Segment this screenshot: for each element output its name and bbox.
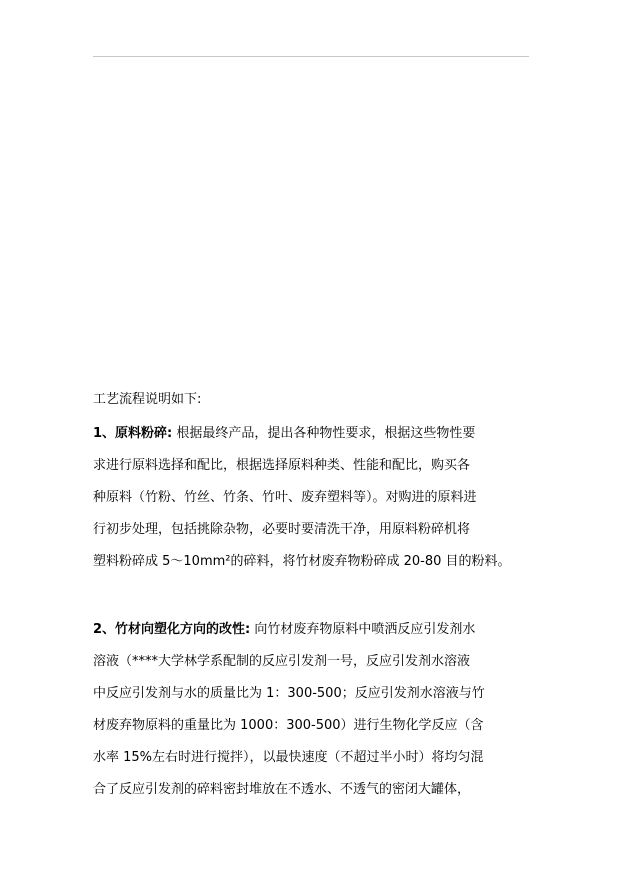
paragraph-line: 塑料粉碎成 5～10mm²的碎料，将竹材废弃物粉碎成 20-80 目的粉料。 [93, 554, 511, 569]
step-title: 1、原料粉碎: [93, 426, 173, 441]
paragraph-line: 中反应引发剂与水的质量比为 1：300-500；反应引发剂水溶液与竹 [93, 686, 485, 701]
paragraph-line: 合了反应引发剂的碎料密封堆放在不透水、不透气的密闭大罐体， [93, 782, 471, 797]
paragraph-bamboo-modification [93, 620, 533, 812]
paragraph-line: 溶液（****大学林学系配制的反应引发剂一号，反应引发剂水溶液 [93, 654, 471, 669]
paragraph-line: 材废弃物原料的重量比为 1000：300-500）进行生物化学反应（含 [93, 718, 484, 733]
paragraph-raw-material-crushing [93, 424, 533, 584]
paragraph-line [93, 620, 533, 652]
header-rule [93, 56, 529, 57]
paragraph-line [93, 424, 533, 456]
paragraph-text: 向竹材废弃物原料中喷洒反应引发剂水 [250, 622, 476, 637]
paragraph-line: 种原料（竹粉、竹丝、竹条、竹叶、废弃塑料等）。对购进的原料进 [93, 490, 477, 505]
paragraph-line: 水率 15%左右时进行搅拌），以最快速度（不超过半小时）将均匀混 [93, 750, 484, 765]
paragraph-text: 根据最终产品，提出各种物性要求，根据这些物性要 [172, 426, 476, 441]
paragraph-line: 求进行原料选择和配比，根据选择原料种类、性能和配比，购买各 [93, 458, 471, 473]
paragraph-line: 行初步处理，包括挑除杂物，必要时要清洗干净，用原料粉碎机将 [93, 522, 471, 537]
section-heading: 工艺流程说明如下: [93, 392, 202, 407]
step-title: 2、竹材向塑化方向的改性: [93, 622, 251, 637]
